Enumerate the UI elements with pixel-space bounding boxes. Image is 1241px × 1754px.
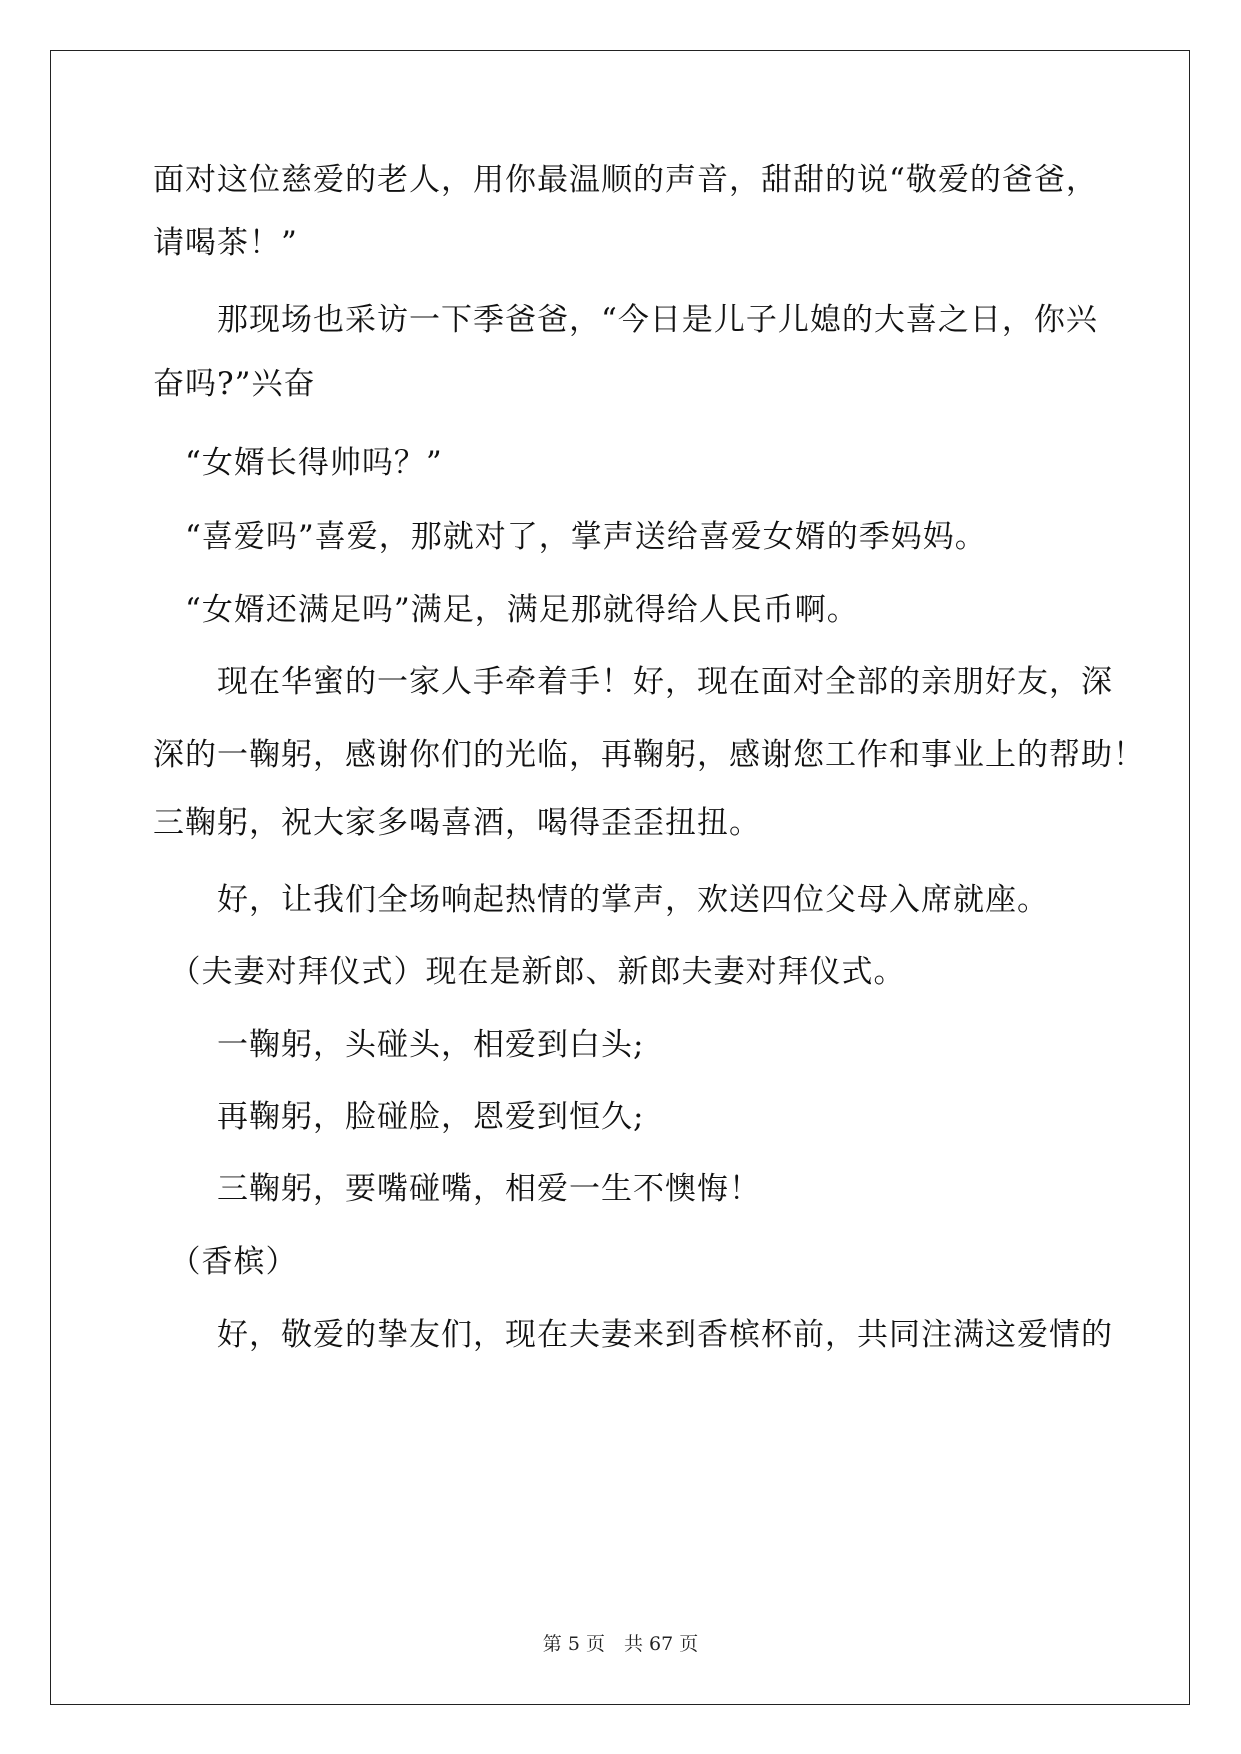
- text-line: 三鞠躬，祝大家多喝喜酒，喝得歪歪扭扭。: [153, 805, 761, 841]
- text-line: 好，让我们全场响起热情的掌声，欢送四位父母入席就座。: [153, 882, 1049, 918]
- text-line: “喜爱吗”喜爱，那就对了，掌声送给喜爱女婿的季妈妈。: [153, 519, 987, 555]
- text-line: “女婿长得帅吗？”: [153, 445, 443, 481]
- text-line: （香槟）: [153, 1244, 298, 1280]
- text-line: 那现场也采访一下季爸爸，“今日是儿子儿媳的大喜之日，你兴: [153, 302, 1098, 338]
- text-line: 奋吗?”兴奋: [153, 366, 316, 402]
- text-line: “女婿还满足吗”满足，满足那就得给人民币啊。: [153, 592, 859, 628]
- page-border: [50, 50, 1190, 1705]
- page-number-footer: 第 5 页 共 67 页: [542, 1633, 699, 1655]
- text-line: 三鞠躬，要嘴碰嘴，相爱一生不懊悔！: [153, 1171, 761, 1207]
- text-line: 请喝茶！”: [153, 225, 298, 261]
- text-line: （夫妻对拜仪式）现在是新郎、新郎夫妻对拜仪式。: [153, 954, 906, 990]
- text-line: 一鞠躬，头碰头，相爱到白头;: [153, 1027, 645, 1063]
- text-line: 面对这位慈爱的老人，用你最温顺的声音，甜甜的说“敬爱的爸爸，: [153, 162, 1098, 198]
- text-line: 好，敬爱的挚友们，现在夫妻来到香槟杯前，共同注满这爱情的: [153, 1317, 1113, 1353]
- text-line: 再鞠躬，脸碰脸，恩爱到恒久;: [153, 1099, 645, 1135]
- text-line: 现在华蜜的一家人手牵着手！好，现在面对全部的亲朋好友，深: [153, 664, 1113, 700]
- text-line: 深的一鞠躬，感谢你们的光临，再鞠躬，感谢您工作和事业上的帮助！: [153, 737, 1145, 773]
